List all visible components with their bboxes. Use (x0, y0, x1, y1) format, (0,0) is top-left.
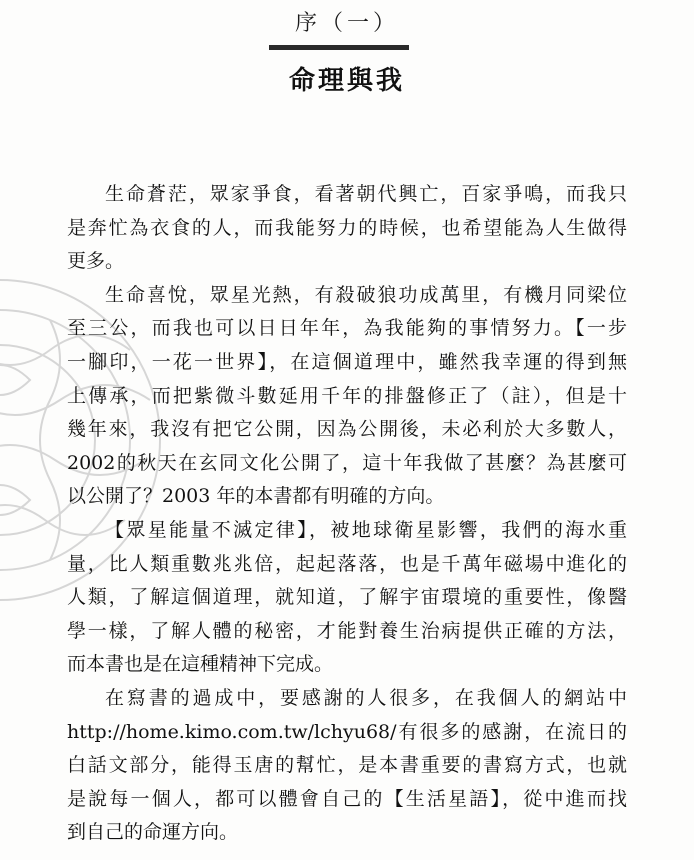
text-line: 上傳承，而把紫微斗數延用千年的排盤修正了（註），但是十 (67, 384, 627, 407)
text-line: 2002的秋天在玄同文化公開了，這十年我做了甚麼？為甚麼可 (67, 451, 627, 474)
text-line: 量，比人類重數兆兆倍，起起落落，也是千萬年磁場中進化的 (67, 552, 627, 575)
text-line: 在寫書的過成中，要感謝的人很多，在我個人的網站中 (105, 686, 627, 709)
text-line: 至三公，而我也可以日日年年，為我能夠的事情努力。【一步 (67, 317, 627, 340)
text-line: 以公開了？2003 年的本書都有明確的方向。 (67, 485, 445, 508)
text-line: 幾年來，我沒有把它公開，因為公開後，未必利於大多數人， (67, 418, 627, 441)
title-divider (269, 45, 409, 50)
chapter-title: 命理與我 (288, 66, 405, 96)
text-line: 生命蒼茫，眾家爭食，看著朝代興亡，百家爭鳴，而我只 (105, 183, 627, 205)
preface-label: 序（一） (294, 11, 399, 36)
text-line: 更多。 (67, 250, 125, 273)
text-line: 生命喜悅，眾星光熱，有殺破狼功成萬里，有機月同梁位 (105, 283, 627, 306)
text-line: 學一樣，了解人體的秘密，才能對養生治病提供正確的方法， (67, 619, 627, 642)
text-line: 是奔忙為衣食的人，而我能努力的時候，也希望能為人生做得 (67, 216, 627, 239)
text-line: 人類，了解這個道理，就知道，了解宇宙環境的重要性，像醫 (67, 586, 627, 609)
body-text (67, 178, 627, 850)
text-line: 【眾星能量不滅定律】，被地球衛星影響，我們的海水重 (105, 518, 627, 541)
text-line: http://home.kimo.com.tw/lchyu68/有很多的感謝，在流日的 (67, 720, 627, 743)
text-line: 而本書也是在這種精神下完成。 (67, 653, 334, 676)
text-line: 是說每一個人，都可以體會自己的【生活星語】，從中進而找 (67, 787, 627, 810)
text-line: 到自己的命運方向。 (67, 821, 239, 844)
text-line: 白話文部分，能得玉唐的幫忙，是本書重要的書寫方式，也就 (67, 754, 627, 777)
text-line: 一腳印，一花一世界】，在這個道理中，雖然我幸運的得到無 (67, 350, 627, 373)
